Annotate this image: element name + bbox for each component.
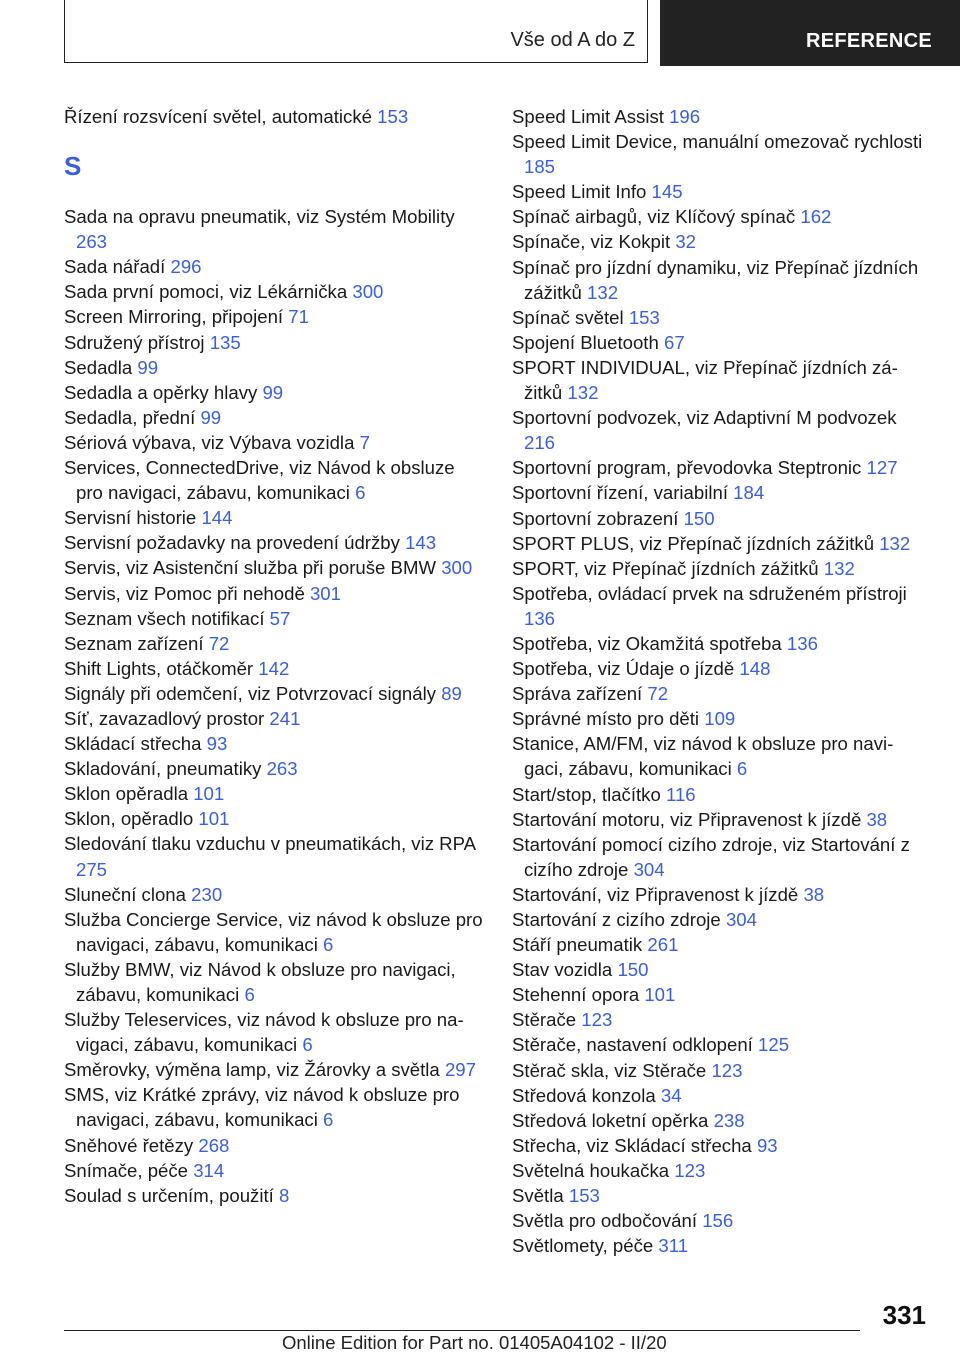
index-entry-term: Seznam zařízení	[64, 632, 204, 654]
index-entry	[64, 756, 484, 781]
index-entry-page-link[interactable]: 123	[711, 1059, 743, 1081]
index-entry	[64, 957, 484, 1007]
chapter-title: REFERENCE	[806, 30, 933, 52]
index-entry-page-link[interactable]: 304	[633, 858, 665, 880]
index-entry	[512, 807, 924, 832]
index-entry-page-link[interactable]: 153	[628, 306, 660, 328]
index-entry-page-link[interactable]: 99	[200, 406, 222, 428]
index-entry-term: Sportovní řízení, variabilní	[512, 482, 728, 504]
index-entry-page-link[interactable]: 136	[786, 632, 818, 654]
index-entry-term: Sedadla, přední	[64, 406, 196, 428]
index-entry	[64, 430, 484, 455]
index-entry	[512, 581, 924, 631]
index-entry-term: Speed Limit Device, manuální omezovač rychlosti	[512, 131, 923, 153]
page-number: 331	[882, 1300, 926, 1330]
index-entry	[64, 656, 484, 681]
index-entry-term: Světlomety, péče	[512, 1235, 654, 1257]
index-entry	[64, 455, 484, 505]
index-column-right	[512, 104, 924, 1258]
index-entries-s	[64, 204, 484, 1208]
index-entry	[64, 530, 484, 555]
index-entry-page-link[interactable]: 142	[258, 657, 290, 679]
index-entry-term: SPORT INDIVIDUAL, viz Přepínač jízdních zážitků	[512, 356, 898, 404]
index-entry-page-link[interactable]: 101	[193, 783, 225, 805]
index-entry-page-link[interactable]: 268	[198, 1134, 230, 1156]
index-entry-page-link[interactable]: 93	[206, 733, 228, 755]
index-entry-page-link[interactable]: 216	[524, 432, 556, 454]
index-entry-page-link[interactable]: 144	[201, 507, 233, 529]
index-entry	[512, 1058, 924, 1083]
index-entry-page-link[interactable]: 6	[323, 933, 334, 955]
index-entry-term: Sedadla a opěrky hlavy	[64, 381, 258, 403]
index-entry-term: Startování z cizího zdroje	[512, 909, 721, 930]
index-entry-term: Spojení Bluetooth	[512, 331, 659, 353]
index-entry	[64, 631, 484, 656]
index-entry	[512, 681, 924, 706]
index-entry-page-link[interactable]: 238	[713, 1109, 745, 1131]
index-entry	[64, 606, 484, 631]
index-entry-term: Sedadla	[64, 356, 133, 378]
index-entry	[64, 104, 484, 129]
index-entry	[512, 631, 924, 656]
index-entry-page-link[interactable]: 132	[823, 557, 855, 579]
index-entry-page-link[interactable]: 32	[675, 231, 696, 253]
index-entry-term: Sluneční clona	[64, 883, 186, 905]
index-entry-page-link[interactable]: 196	[669, 106, 701, 127]
index-entry-page-link[interactable]: 263	[76, 231, 108, 253]
index-entry-page-link[interactable]: 311	[658, 1235, 689, 1257]
index-entry-page-link[interactable]: 89	[441, 682, 462, 704]
index-entry	[64, 1183, 484, 1208]
index-entry-page-link[interactable]: 275	[76, 858, 108, 880]
index-entry	[512, 104, 924, 129]
index-entry	[512, 1083, 924, 1108]
index-entry-page-link[interactable]: 241	[269, 707, 301, 729]
index-entry-term: Sledování tlaku vzduchu v pneumatikách, viz RPA	[64, 833, 476, 855]
index-entry-term: Seznam všech notifikací	[64, 607, 265, 629]
index-entry-term: Sportovní zobrazení	[512, 507, 679, 529]
index-entry	[512, 179, 924, 204]
index-entry-term: Stěrač skla, viz Stěrače	[512, 1059, 707, 1081]
index-entry-page-link[interactable]: 148	[739, 658, 771, 680]
index-entry-term: Servisní historie	[64, 507, 197, 529]
index-entry-page-link[interactable]: 109	[704, 708, 736, 730]
index-entry-term: Services, ConnectedDrive, viz Návod k obsluze pro navigaci, zábavu, komunikaci	[64, 457, 455, 504]
index-entry-page-link[interactable]: 314	[193, 1159, 225, 1181]
section-title: Vše od A do Z	[510, 29, 635, 51]
index-entry	[512, 957, 924, 982]
index-entry	[512, 355, 924, 405]
index-entry-page-link[interactable]: 145	[651, 181, 683, 203]
index-entry-term: SPORT, viz Přepínač jízdních zážitků	[512, 557, 819, 579]
index-entry-term: Soulad s určením, použití	[64, 1184, 274, 1206]
index-entry-page-link[interactable]: 153	[568, 1185, 600, 1207]
index-entry-term: Stěrače	[512, 1009, 577, 1031]
index-entry	[512, 1133, 924, 1158]
index-entry-page-link[interactable]: 93	[756, 1134, 778, 1156]
index-entry-page-link[interactable]: 6	[244, 984, 255, 1005]
index-entry-term: Sportovní program, převodovka Steptronic	[512, 457, 862, 479]
index-entry	[64, 706, 484, 731]
index-entry	[64, 731, 484, 756]
index-entry-term: SMS, viz Krátké zprávy, viz návod k obsluze pro navigaci, zábavu, komunikaci	[64, 1084, 460, 1131]
index-entry-page-link[interactable]: 71	[288, 306, 309, 328]
index-entry-term: Služba Concierge Service, viz návod k obsluze pro navigaci, zábavu, komunikaci	[64, 908, 483, 955]
index-entry-term: Signály při odemčení, viz Potvrzovací signály	[64, 682, 437, 704]
index-entry-page-link[interactable]: 150	[617, 959, 649, 981]
index-entry-term: Spínače, viz Kokpit	[512, 231, 671, 253]
index-entry-page-link[interactable]: 6	[355, 482, 366, 504]
index-entry	[512, 1208, 924, 1233]
index-entry-term: Stanice, AM/FM, viz návod k obsluze pro navigaci, zábavu, komunikaci	[512, 733, 894, 780]
index-entries-top	[64, 104, 484, 129]
index-entry-page-link[interactable]: 99	[262, 381, 284, 403]
index-entry	[512, 556, 924, 581]
index-entry-page-link[interactable]: 132	[567, 382, 599, 404]
index-entry	[64, 1133, 484, 1158]
index-entry	[64, 330, 484, 355]
index-entry-term: Servis, viz Pomoc při nehodě	[64, 582, 305, 604]
index-entry-page-link[interactable]: 296	[170, 256, 202, 278]
index-entry-term: Spotřeba, viz Údaje o jízdě	[512, 658, 735, 680]
index-entry-page-link[interactable]: 297	[444, 1059, 476, 1081]
index-entry-term: Skladování, pneumatiky	[64, 758, 262, 780]
index-entry-term: Sklon opěradla	[64, 783, 189, 805]
index-entry	[512, 932, 924, 957]
index-entry-term: Speed Limit Assist	[512, 106, 664, 127]
index-entry-term: Startování, viz Připravenost k jízdě	[512, 883, 799, 905]
index-entry-term: Speed Limit Info	[512, 181, 647, 203]
index-entry	[64, 806, 484, 831]
index-entry-page-link[interactable]: 132	[587, 281, 619, 303]
index-entry	[512, 1007, 924, 1032]
index-entry-page-link[interactable]: 123	[581, 1009, 613, 1031]
index-entry-term: Světla	[512, 1185, 564, 1207]
index-entry-page-link[interactable]: 162	[800, 206, 832, 228]
index-entry-term: Sada první pomoci, viz Lékárnička	[64, 281, 348, 303]
index-entry-page-link[interactable]: 263	[266, 758, 298, 780]
chapter-tab	[660, 0, 960, 66]
index-entry	[512, 204, 924, 229]
index-entry	[64, 304, 484, 329]
index-letter-heading: S	[64, 151, 82, 182]
index-entry	[512, 1158, 924, 1183]
index-entry-term: Světelná houkačka	[512, 1159, 670, 1181]
index-entry-page-link[interactable]: 143	[405, 532, 437, 554]
index-entry-page-link[interactable]: 116	[666, 783, 696, 805]
index-entry-page-link[interactable]: 184	[733, 482, 765, 504]
index-entry-page-link[interactable]: 57	[269, 607, 291, 629]
index-entry-term: Sdružený přístroj	[64, 331, 205, 353]
index-entry-term: Sériová výbava, viz Výbava vozidla	[64, 431, 355, 453]
index-entry-page-link[interactable]: 135	[209, 331, 241, 353]
index-entry	[64, 555, 484, 580]
index-entry-page-link[interactable]: 127	[866, 457, 898, 479]
index-entry-term: Sada na opravu pneumatik, viz Systém Mobility	[64, 206, 455, 228]
index-entry	[512, 882, 924, 907]
footer-text: Online Edition for Part no. 01405A04102 - II/20	[282, 1332, 667, 1353]
index-entry-term: Snímače, péče	[64, 1159, 189, 1181]
index-entry	[64, 405, 484, 430]
index-entry-term: Servis, viz Asistenční služba při poruše BMW	[64, 557, 437, 579]
index-entry-page-link[interactable]: 72	[647, 683, 669, 705]
index-entry-term: Stěrače, nastavení odklopení	[512, 1034, 753, 1056]
index-entry-term: Středová loketní opěrka	[512, 1109, 709, 1131]
index-entry-page-link[interactable]: 101	[644, 984, 676, 1006]
index-entry	[512, 305, 924, 330]
index-entry-term: Sportovní podvozek, viz Adaptivní M podvozek	[512, 407, 897, 429]
index-entry-term: Sklon, opěradlo	[64, 808, 194, 830]
index-entry-term: Spínač pro jízdní dynamiku, viz Přepínač jízdních zážitků	[512, 256, 919, 303]
index-entry	[512, 455, 924, 480]
index-entry-page-link[interactable]: 38	[803, 883, 825, 905]
index-entry-page-link[interactable]: 6	[302, 1034, 313, 1056]
index-entry-term: SPORT PLUS, viz Přepínač jízdních zážitků	[512, 532, 875, 554]
index-entry	[64, 581, 484, 606]
index-entry-page-link[interactable]: 72	[208, 632, 230, 654]
index-entry-term: Sněhové řetězy	[64, 1134, 194, 1156]
index-entry-term: Spotřeba, ovládací prvek na sdruženém přístroji	[512, 582, 907, 604]
index-entry	[64, 1007, 484, 1057]
header-section-box	[64, 0, 648, 63]
index-entry-term: Spínač světel	[512, 306, 624, 328]
index-entry-page-link[interactable]: 136	[524, 607, 556, 629]
index-entry-term: Spotřeba, viz Okamžitá spotřeba	[512, 632, 782, 654]
index-entry	[512, 229, 924, 254]
index-entry-page-link[interactable]: 301	[309, 582, 341, 604]
index-entry	[64, 279, 484, 304]
index-entry-page-link[interactable]: 300	[441, 557, 473, 579]
index-entry-term: Středová konzola	[512, 1084, 656, 1106]
index-entry	[512, 480, 924, 505]
index-entry-page-link[interactable]: 230	[191, 883, 223, 905]
index-entry	[512, 982, 924, 1007]
index-entry-term: Řízení rozsvícení světel, automatické	[64, 106, 372, 127]
index-entry	[512, 907, 924, 932]
index-entry	[64, 831, 484, 881]
index-entry	[64, 204, 484, 254]
index-entry	[512, 656, 924, 681]
index-entry	[64, 1158, 484, 1183]
index-entry-term: Stáří pneumatik	[512, 934, 643, 956]
index-entries-right	[512, 104, 924, 1258]
index-entry-term: Síť, zavazadlový prostor	[64, 707, 265, 729]
index-entry	[512, 782, 924, 807]
index-entry-term: Služby Teleservices, viz návod k obsluze pro navigaci, zábavu, komunikaci	[64, 1009, 464, 1056]
index-entry-page-link[interactable]: 6	[736, 758, 748, 780]
index-entry-page-link[interactable]: 156	[702, 1210, 734, 1232]
index-entry-term: Služby BMW, viz Návod k obsluze pro navigaci, zábavu, komunikaci	[64, 958, 456, 1005]
index-entry	[512, 330, 924, 355]
index-entry-term: Střecha, viz Skládací střecha	[512, 1134, 752, 1156]
index-entry-term: Shift Lights, otáčkoměr	[64, 657, 254, 679]
index-entry	[512, 506, 924, 531]
index-entry-page-link[interactable]: 67	[663, 331, 685, 353]
index-entry-page-link[interactable]: 132	[879, 532, 911, 554]
index-entry	[64, 781, 484, 806]
index-entry-term: Startování motoru, viz Připravenost k jízdě	[512, 808, 862, 830]
index-entry	[512, 832, 924, 882]
index-entry-term: Startování pomocí cizího zdroje, viz Startování z cizího zdroje	[512, 833, 910, 880]
index-entry-page-link[interactable]: 150	[683, 507, 715, 529]
index-entry	[512, 1108, 924, 1133]
index-entry-term: Start/stop, tlačítko	[512, 783, 661, 805]
index-entry-page-link[interactable]: 123	[674, 1159, 706, 1181]
index-entry-term: Stehenní opora	[512, 984, 640, 1006]
index-entry	[512, 1183, 924, 1208]
index-entry-page-link[interactable]: 101	[198, 808, 230, 830]
index-entry-page-link[interactable]: 153	[377, 106, 409, 127]
index-entry-page-link[interactable]: 125	[758, 1034, 790, 1056]
index-entry	[64, 505, 484, 530]
index-entry-term: Skládací střecha	[64, 733, 202, 755]
index-entry	[64, 355, 484, 380]
index-entry	[64, 1082, 484, 1132]
index-entry	[64, 380, 484, 405]
index-entry	[512, 1233, 924, 1258]
index-entry-term: Spínač airbagů, viz Klíčový spínač	[512, 206, 796, 228]
index-entry	[64, 254, 484, 279]
footer-divider	[64, 1330, 860, 1331]
index-entry-page-link[interactable]: 185	[524, 156, 556, 178]
index-entry-term: Servisní požadavky na provedení údržby	[64, 532, 400, 554]
index-entry	[512, 706, 924, 731]
index-entry-term: Screen Mirroring, připojení	[64, 306, 284, 328]
index-entry-page-link[interactable]: 304	[725, 909, 757, 930]
index-entry-page-link[interactable]: 6	[323, 1109, 334, 1131]
index-column-left	[64, 104, 484, 1208]
index-entry	[512, 255, 924, 305]
index-entry-page-link[interactable]: 8	[278, 1184, 290, 1206]
index-entry-term: Stav vozidla	[512, 959, 613, 981]
index-entry-term: Směrovky, výměna lamp, viz Žárovky a světla	[64, 1059, 440, 1081]
index-entry-page-link[interactable]: 34	[660, 1084, 682, 1106]
index-entry	[512, 1032, 924, 1057]
index-entry-page-link[interactable]: 261	[647, 934, 679, 956]
index-entry-page-link[interactable]: 38	[866, 808, 888, 830]
index-entry	[512, 129, 924, 179]
index-entry	[64, 1057, 484, 1082]
index-entry	[512, 405, 924, 455]
index-entry-term: Světla pro odbočování	[512, 1210, 698, 1232]
index-entry-page-link[interactable]: 99	[137, 356, 159, 378]
index-entry-term: Sada nářadí	[64, 256, 166, 278]
index-entry-page-link[interactable]: 7	[359, 431, 370, 453]
index-entry	[512, 531, 924, 556]
index-entry-term: Správa zařízení	[512, 683, 643, 705]
index-entry-page-link[interactable]: 300	[352, 281, 384, 303]
index-entry-term: Správné místo pro děti	[512, 708, 700, 730]
index-entry	[64, 882, 484, 907]
index-entry	[512, 731, 924, 781]
index-entry	[64, 907, 484, 957]
index-entry	[64, 681, 484, 706]
